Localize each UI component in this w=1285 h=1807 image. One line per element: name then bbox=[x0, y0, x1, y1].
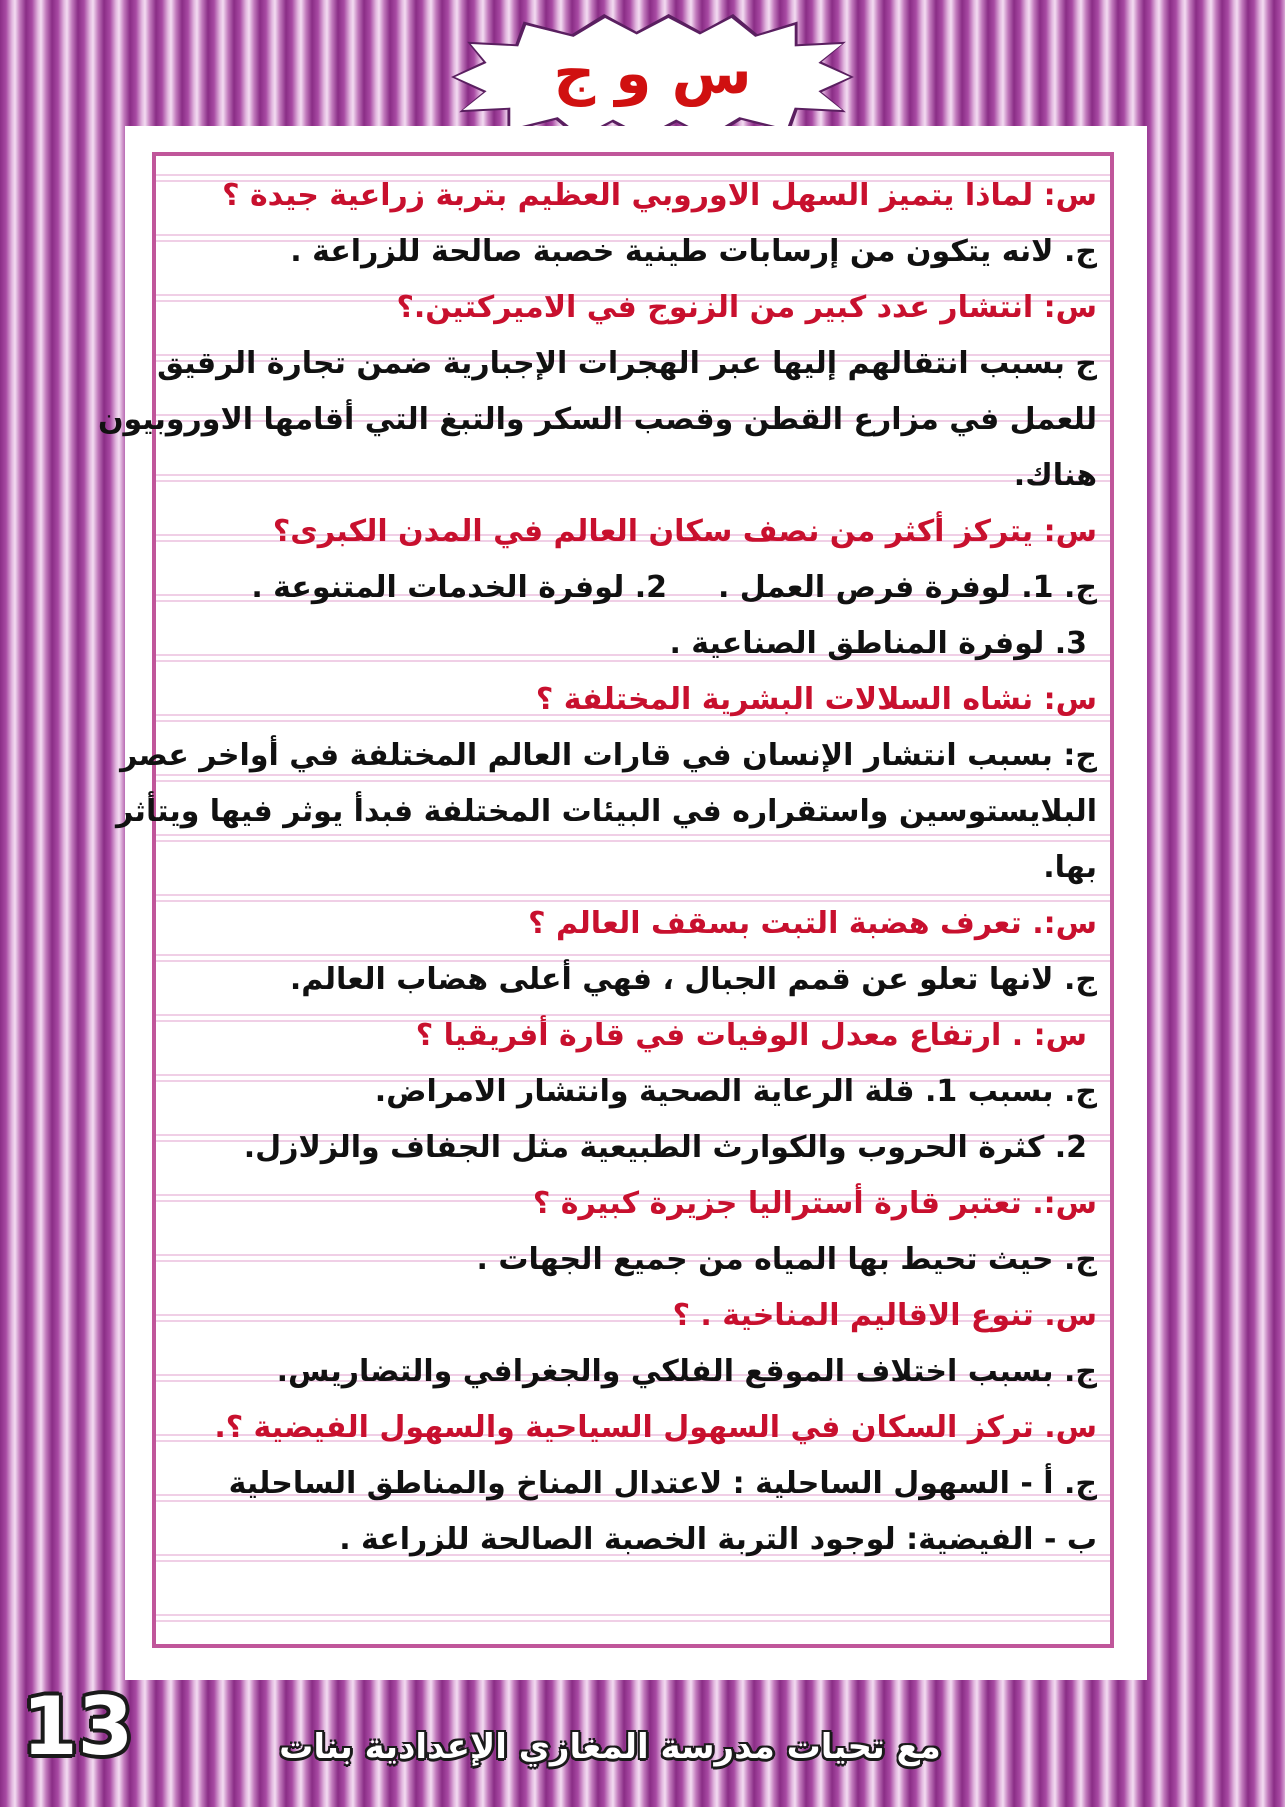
answer-3-item-2: 2. لوفرة الخدمات المتنوعة . bbox=[251, 570, 667, 605]
answer-4-line-3: بها. bbox=[1043, 850, 1097, 885]
answer-3-row-1 bbox=[160, 560, 1097, 616]
answer-3-item-1: ج. 1. لوفرة فرص العمل . bbox=[717, 570, 1097, 605]
page-number: 13 bbox=[22, 1680, 134, 1773]
answer-9-line-2: ب - الفيضية: لوجود التربة الخصبة الصالحة للزراعة . bbox=[339, 1522, 1097, 1557]
question-8: س. تنوع الاقاليم المناخية . ؟ bbox=[672, 1298, 1097, 1333]
answer-9-line-1: ج. أ - السهول الساحلية : لاعتدال المناخ والمناطق الساحلية bbox=[228, 1466, 1097, 1501]
question-7: س:. تعتبر قارة أستراليا جزيرة كبيرة ؟ bbox=[532, 1186, 1097, 1221]
answer-5-line-1: ج. لانها تعلو عن قمم الجبال ، فهي أعلى هضاب العالم. bbox=[289, 962, 1097, 997]
question-5: س:. تعرف هضبة التبت بسقف العالم ؟ bbox=[528, 906, 1097, 941]
qa-content bbox=[97, 168, 1097, 1568]
question-2: س: انتشار عدد كبير من الزنوج في الاميركتين.؟ bbox=[396, 290, 1097, 325]
answer-2-line-2: للعمل في مزارع القطن وقصب السكر والتبغ التي أقامها الاوروبيون bbox=[97, 402, 1097, 437]
answer-6-line-2: 2. كثرة الحروب والكوارث الطبيعية مثل الجفاف والزلازل. bbox=[243, 1130, 1087, 1165]
question-4: س: نشاه السلالات البشرية المختلفة ؟ bbox=[535, 682, 1097, 717]
question-3: س: يتركز أكثر من نصف سكان العالم في المدن الكبرى؟ bbox=[272, 514, 1097, 549]
answer-7-line-1: ج. حيث تحيط بها المياه من جميع الجهات . bbox=[476, 1242, 1097, 1277]
answer-4-line-2: البلايستوسين واستقراره في البيئات المختلفة فبدأ يوثر فيها ويتأثر bbox=[116, 794, 1097, 829]
question-9: س. تركز السكان في السهول السياحية والسهول الفيضية ؟. bbox=[214, 1410, 1097, 1445]
question-6: س: . ارتفاع معدل الوفيات في قارة أفريقيا ؟ bbox=[415, 1018, 1087, 1053]
question-1: س: لماذا يتميز السهل الاوروبي العظيم بتربة زراعية جيدة ؟ bbox=[222, 178, 1097, 213]
answer-3-item-3: 3. لوفرة المناطق الصناعية . bbox=[669, 626, 1087, 661]
answer-4-line-1: ج: بسبب انتشار الإنسان في قارات العالم المختلفة في أواخر عصر bbox=[120, 738, 1097, 773]
answer-6-line-1: ج. بسبب 1. قلة الرعاية الصحية وانتشار الامراض. bbox=[374, 1074, 1097, 1109]
footer-greeting: مع تحيات مدرسة المغازي الإعدادية بنات bbox=[279, 1727, 941, 1767]
page-title: س و ج bbox=[553, 39, 752, 107]
answer-1-line-1: ج. لانه يتكون من إرسابات طينية خصبة صالحة للزراعة . bbox=[290, 234, 1097, 269]
answer-2-line-1: ج بسبب انتقالهم إليها عبر الهجرات الإجبارية ضمن تجارة الرقيق bbox=[157, 346, 1097, 381]
answer-8-line-1: ج. بسبب اختلاف الموقع الفلكي والجغرافي والتضاريس. bbox=[276, 1354, 1097, 1389]
answer-2-line-3: هناك. bbox=[1013, 458, 1097, 493]
